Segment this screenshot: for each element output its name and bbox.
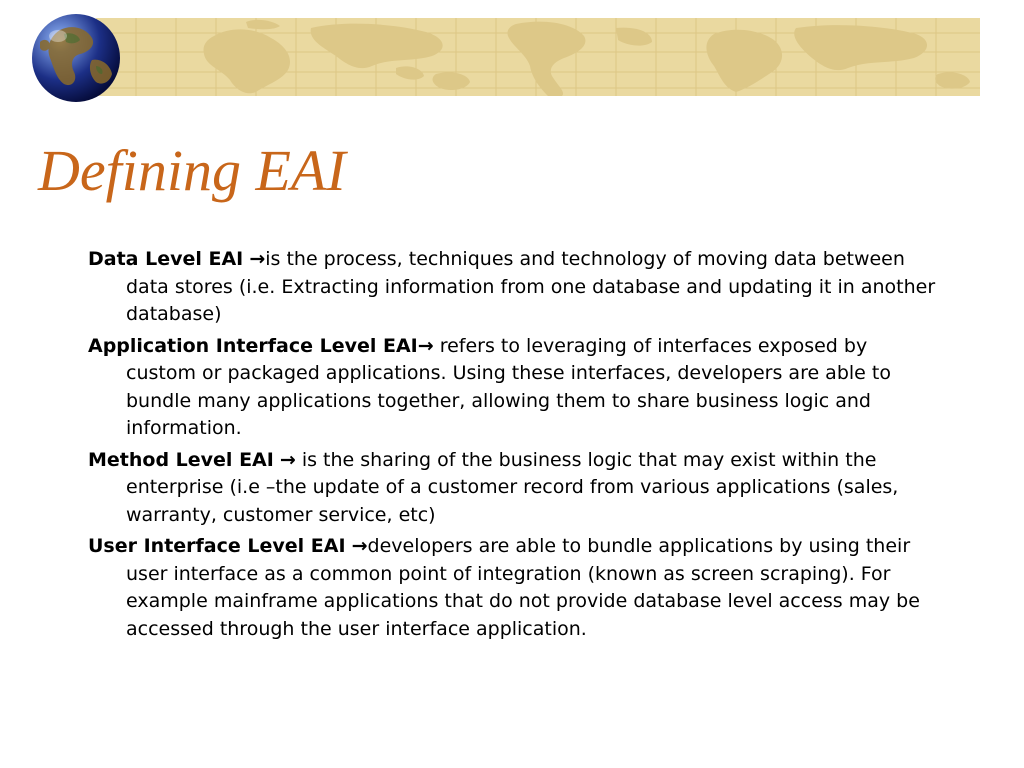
term-label: Data Level EAI: [88, 248, 244, 270]
item-description: refers to leveraging of interfaces exposed by custom or packaged applications. Using these interfaces, developers are able to bundle many applications together, allowing them to share business logic and information.: [126, 334, 891, 439]
arrow-right-icon: →: [279, 448, 296, 471]
term-label: Method Level EAI: [88, 448, 274, 471]
slide-title: Defining EAI: [38, 138, 346, 203]
list-item-method-level: [88, 447, 938, 530]
arrow-right-icon: →: [417, 334, 434, 357]
term-label: Application Interface Level EAI: [88, 334, 418, 357]
list-item-user-interface-level: [88, 533, 938, 643]
list-item-application-interface-level: [88, 333, 938, 443]
arrow-right-icon: →: [351, 535, 368, 557]
item-description: developers are able to bundle applications by using their user interface as a common point of integration (known as screen scraping). For example mainframe applications that do not provide database level access may be accessed through the user interface application.: [126, 535, 920, 640]
arrow-right-icon: →: [249, 248, 266, 270]
item-description: is the process, techniques and technology of moving data between data stores (i.e. Extracting information from one database and updating it in another database): [126, 248, 936, 325]
world-map-banner: [96, 18, 980, 96]
term-label: User Interface Level EAI: [88, 535, 346, 557]
globe-icon: [30, 12, 122, 104]
item-description: is the sharing of the business logic that may exist within the enterprise (i.e –the update of a customer record from various applications (sales, warranty, customer service, etc): [126, 448, 899, 526]
list-item-data-level: [88, 246, 938, 329]
content-list: [88, 246, 938, 647]
